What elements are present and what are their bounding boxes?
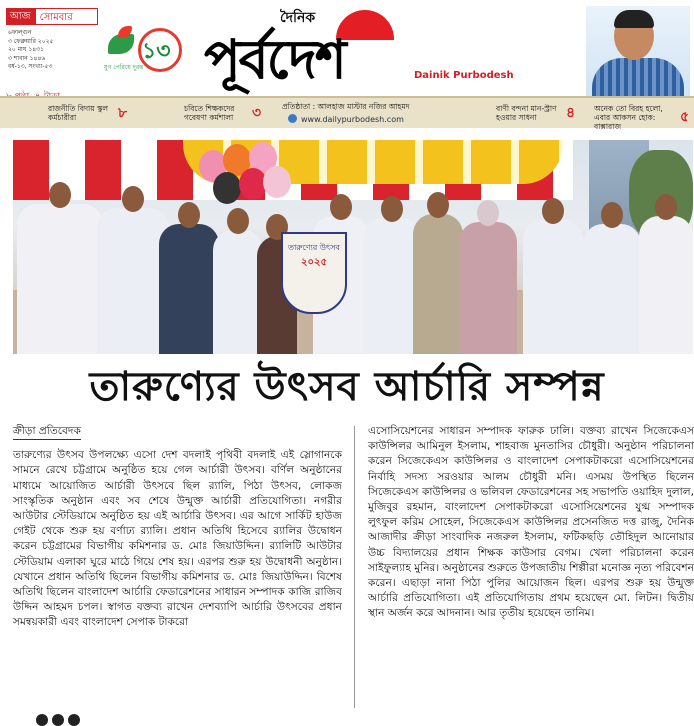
- person: [639, 216, 693, 354]
- dot-icon: [36, 714, 48, 726]
- person: [459, 222, 517, 354]
- column-divider: [354, 426, 355, 716]
- person: [523, 220, 583, 354]
- date-list: [6, 25, 98, 76]
- weekday: সোমবার: [35, 8, 98, 25]
- globe-icon: [288, 114, 297, 123]
- face: [227, 208, 249, 234]
- teaser-text: বাণী বন্দনা মান-স্ট্রাণ হওয়ার সাধনা: [496, 104, 557, 122]
- person: [213, 230, 263, 354]
- jubilee-logo: [104, 22, 190, 78]
- banner-text: তারুণ্যের উৎসব: [287, 243, 341, 252]
- website-link[interactable]: [288, 114, 404, 124]
- teaser-bar: [0, 96, 694, 131]
- teaser-page: ৫: [680, 109, 690, 125]
- banner-year: ২০২৫: [301, 257, 327, 268]
- balloon: [213, 172, 241, 204]
- footer-strip: [0, 708, 694, 722]
- teaser-text: চবিতে শিক্ষকদের গবেষণা কর্মশালা: [184, 104, 235, 122]
- date-item: বর্ষ-১৩, সংখ্যা-৫৩: [8, 63, 53, 71]
- jubilee-text: যুগ পেরিয়ে দুরন্ত: [104, 64, 144, 71]
- founder-line: প্রতিষ্ঠাতা : আলহাজ মাস্টার নজির আহমদ: [282, 102, 410, 111]
- face: [542, 198, 564, 224]
- masthead: [204, 6, 514, 96]
- article-body-2: এসোসিয়েশনের সাধারন সম্পাদক ফারুক ঢালি। বক্তব্য রাখেন সিজেকেএস কাউন্সিলর আমিনুল ইসলাম, শাহবাজ মুনতাসির চৌধুরী। অনুষ্ঠান পরিচালনা করেন সিজেকেএস কাউন্সিলর ও বাংলাদেশ সেপাকটাকরো এসোসিয়েশনের নির্বাহি সদস্য সরওয়ার আলম চৌধুরী মনি। এসময় উপস্থিত ছিলেন সিজেকেএস কাউন্সিলর ও ভলিবল ফেডারেশনের সহ সভাপতি ওয়াহিদ দুলাল, মুজিবুর রহমান, বাংলাদেশ সেপাকটাকরো এসোসিয়েশনের যুগ্ম সম্পাদক লুৎফুল করিম সোহেল, সিজেকেএস কাউন্সিলর প্রসেনজিত দত্ত রাজু, দৈনিক আজাদীর ক্রীড়া সাংবাদিক নজরুল ইসলাম, ফটিকছড়ি তৌহিদুল আনোয়ার উচ্চ বিদ্যালয়ের প্রধান শিক্ষক কাউসার বেগম। খেলা পরিচালনা করেন সাইফুল্যাহ মুনির। অনুষ্ঠানের শুরুতে উপজাতীয় শিল্পীরা মনোজ্ঞ নৃত্য পরিবেশন করেন। এছাড়া নানা পিঠা পুলির আয়োজন ছিল। এরপর শুরু হয় উন্মুক্ত আর্চারি প্রতিযোগিতা। এই প্রতিযোগিতায় প্রথম হয়েছেন মো. লিটন। দ্বিতীয় স্থান অর্জন করে আদনান। আর তৃতীয় হয়েছেন তানিম।: [368, 425, 694, 620]
- face: [655, 194, 677, 220]
- dot-icon: [52, 714, 64, 726]
- date-item: ৩ শাবান ১৪৪৬: [8, 54, 46, 62]
- masthead-title: পূর্বদেশ: [204, 27, 345, 91]
- face: [122, 186, 144, 212]
- jubilee-number: ১৩: [142, 38, 171, 64]
- masthead-small: দৈনিক: [280, 10, 316, 26]
- website-text: www.dailypurbodesh.com: [301, 115, 404, 124]
- person: [583, 224, 641, 354]
- teaser-text: অনেক তো বিরহ হলো, এবার আকসন হোক: বাক্সারাজ: [594, 104, 663, 131]
- article-body-1: তারুণ্যের উৎসব উপলক্ষ্যে এসো দেশ বদলাই পৃথিবী বদলাই এই স্লোগানকে সামনে রেখে চট্টগ্রামে অনুষ্ঠিত হয়ে গেল আর্চারী উৎসব। বর্ণিল অনুষ্ঠানের মাধ্যমে আয়োজিত আর্চারী উৎসবে ছিল র‍্যালি, পিঠা উৎসব, লোকজ সাংস্কৃতিক অনুষ্ঠান এবং সব শেষে উন্মুক্ত আর্চারী প্রতিযোগিতা। নগরীর আউটার স্টেডিয়ামে অনুষ্ঠিত হয় এই আর্চারি উৎসব। এর আগে সার্কিট হাউজ গেইট থেকে শুরু হয় বর্ণাঢ্য র‍্যালি। প্রধান অতিথি হিসেবে র‍্যালির উদ্বোধন করেন চট্টগ্রামের বিভাগীয় কমিশনার ড. মোঃ জিয়াউদ্দিন। র‍্যালিটি আউটার স্টেডিয়াম এলাকা ঘুরে মাঠে গিয়ে শেষ হয়। এরপর শুরু হয় উদ্বোধনী অনুষ্ঠান। যেখানে প্রধান অতিথি ছিলেন বিভাগীয় কমিশনার ড. মোঃ জিয়াউদ্দিন। বিশেষ অতিথি ছিলেন বাংলাদেশ আর্চারি ফেডারেশনের সাধারন সম্পাদক কাজি রাজিব উদ্দিন আহমদ চপল। স্বাগত বক্তব্য রাখেন দেশব্যাপি আর্চারি উৎসবের প্রধান সমন্বয়কারী এবং বাংলাদেশ সেপাক টাকরো: [13, 449, 342, 629]
- date-item: ২০ মাঘ ১৪৩১: [8, 46, 44, 54]
- article-byline: ক্রীড়া প্রতিবেদক: [13, 424, 81, 440]
- festival-banner: [281, 232, 347, 314]
- face: [49, 182, 71, 208]
- today-label: আজ: [6, 8, 35, 25]
- teaser-page: ৮: [118, 104, 128, 121]
- dot-icon: [68, 714, 80, 726]
- person: [17, 204, 103, 354]
- teaser-item[interactable]: [48, 104, 146, 122]
- face: [601, 202, 623, 228]
- teaser-item[interactable]: [496, 104, 584, 122]
- face: [381, 196, 403, 222]
- shirt: [592, 58, 684, 100]
- person: [413, 214, 463, 354]
- columnist-photo: [586, 6, 690, 100]
- teaser-page: ৩: [252, 104, 262, 121]
- article-column-2: [368, 424, 694, 622]
- article-headline: তারুণ্যের উৎসব আর্চারি সম্পন্ন: [89, 363, 605, 410]
- person: [159, 224, 219, 354]
- face: [427, 192, 449, 218]
- masthead-english: Dainik Purbodesh: [414, 70, 514, 81]
- face: [330, 194, 352, 220]
- date-item: ৬ফাল্গুন: [8, 29, 32, 36]
- teaser-item[interactable]: [184, 104, 274, 122]
- hair: [614, 10, 654, 28]
- news-photo: [13, 140, 693, 354]
- teaser-page: ৪: [566, 104, 576, 121]
- teaser-item[interactable]: [594, 104, 694, 131]
- newspaper-header: [0, 0, 694, 131]
- teaser-text: রাজনীতি বিদায় স্কুল কর্মচারীরা: [48, 104, 109, 122]
- face: [477, 200, 499, 226]
- face: [178, 202, 200, 228]
- article-column-1: [13, 424, 342, 631]
- date-item: ৩ ফেব্রুয়ারি ২০২৫: [8, 37, 54, 45]
- balloon: [263, 166, 291, 198]
